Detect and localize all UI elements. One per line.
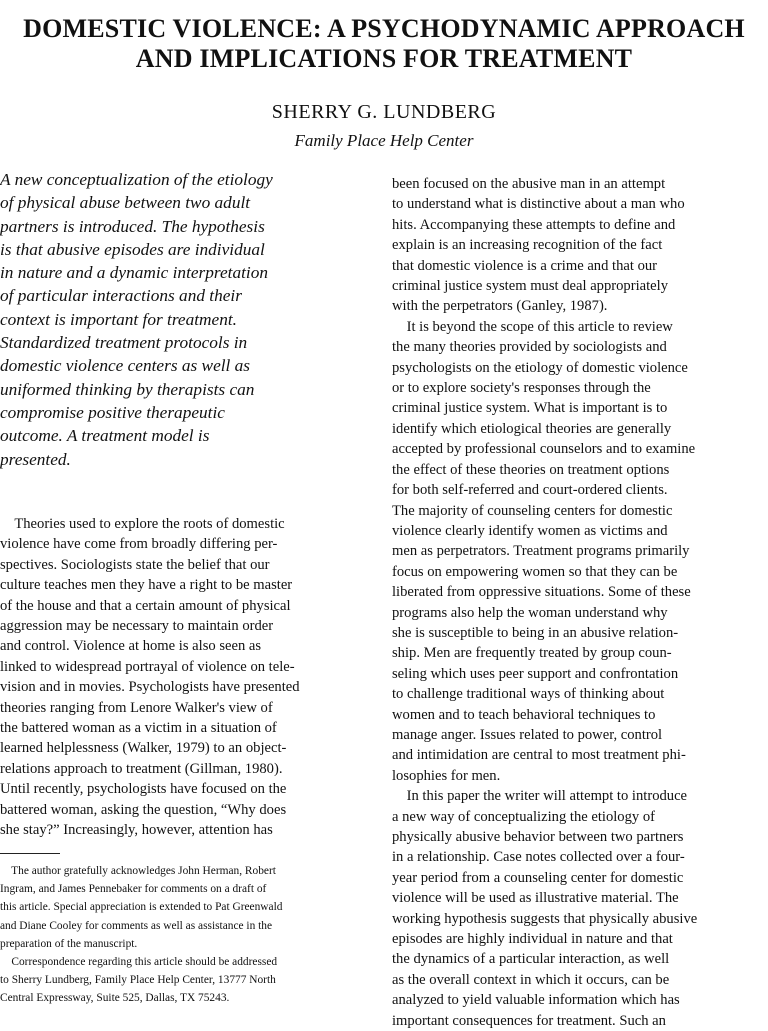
- body-text-line: liberated from oppressive situations. Some of these: [392, 584, 691, 601]
- abstract-line: is that abusive episodes are individual: [0, 239, 265, 259]
- body-text-line: a new way of conceptualizing the etiology of: [392, 808, 656, 825]
- body-text-line: working hypothesis suggests that physically abusive: [392, 910, 698, 927]
- body-text-line: violence clearly identify women as victims and: [392, 522, 668, 539]
- body-text-line: she is susceptible to being in an abusive relation-: [392, 624, 679, 641]
- body-text-line: focus on empowering women so that they can be: [392, 563, 678, 580]
- body-text-line: Until recently, psychologists have focused on the: [0, 781, 287, 798]
- footnote-divider: [0, 853, 60, 854]
- article-title-line-1: DOMESTIC VIOLENCE: A PSYCHODYNAMIC APPROACH: [23, 14, 745, 43]
- left-column: [0, 168, 372, 471]
- body-text-line: of the house and that a certain amount of physical: [0, 597, 291, 614]
- abstract-line: uniformed thinking by therapists can: [0, 379, 255, 399]
- abstract-line: of particular interactions and their: [0, 286, 242, 306]
- body-text-line: relations approach to treatment (Gillman, 1980).: [0, 760, 283, 777]
- body-text-line: been focused on the abusive man in an attempt: [392, 176, 666, 192]
- body-text-line: year period from a counseling center for domestic: [392, 869, 684, 886]
- body-text-line: to challenge traditional ways of thinking about: [392, 686, 665, 703]
- abstract-line: compromise positive therapeutic: [0, 402, 225, 422]
- body-text-line: men as perpetrators. Treatment programs primarily: [392, 543, 690, 560]
- body-text-line: important consequences for treatment. Such an: [392, 1012, 666, 1029]
- body-text-line: violence will be used as illustrative material. The: [392, 890, 679, 907]
- body-text-line: episodes are highly individual in nature and that: [392, 931, 673, 948]
- body-text-line: the battered woman as a victim in a situation of: [0, 720, 277, 737]
- body-text-line: violence have come from broadly differing per-: [0, 536, 278, 553]
- left-body-text: [0, 514, 364, 841]
- body-text-line: as the overall context in which it occurs, can be: [392, 971, 670, 988]
- body-text-line: programs also help the woman understand why: [392, 604, 668, 621]
- body-text-line: criminal justice system. What is important is to: [392, 400, 668, 417]
- author-affiliation: Family Place Help Center: [294, 131, 474, 150]
- body-text-line: battered woman, asking the question, “Why does: [0, 801, 287, 818]
- footnote-line: preparation of the manuscript.: [0, 937, 138, 950]
- body-text-line: identify which etiological theories are generally: [392, 420, 672, 437]
- body-text-line: that domestic violence is a crime and that our: [392, 257, 658, 274]
- body-text-line: aggression may be necessary to maintain order: [0, 618, 274, 635]
- right-column-text: [392, 174, 764, 1031]
- footnote-line: Correspondence regarding this article should be addressed: [0, 956, 278, 969]
- body-text-line: accepted by professional counselors and to examine: [392, 441, 696, 458]
- footnotes: [0, 862, 364, 1008]
- footnote-line: Central Expressway, Suite 525, Dallas, TX 75243.: [0, 992, 230, 1005]
- body-text-line: analyzed to yield valuable information which has: [392, 992, 680, 1009]
- body-text-line: losophies for men.: [392, 767, 501, 784]
- body-text-line: and intimidation are central to most treatment phi-: [392, 747, 686, 764]
- body-text-line: in a relationship. Case notes collected over a four-: [392, 849, 685, 866]
- body-text-line: seling which uses peer support and confrontation: [392, 665, 679, 682]
- body-text-line: spectives. Sociologists state the belief that our: [0, 556, 270, 573]
- body-text-line: to understand what is distinctive about a man who: [392, 196, 685, 213]
- body-text-line: The majority of counseling centers for domestic: [392, 502, 673, 519]
- footnote-line: to Sherry Lundberg, Family Place Help Center, 13777 North: [0, 974, 276, 987]
- body-text-line: the effect of these theories on treatment options: [392, 461, 670, 478]
- abstract-line: presented.: [0, 449, 71, 469]
- abstract: [0, 168, 372, 471]
- footnote-line: The author gratefully acknowledges John Herman, Robert: [0, 865, 276, 877]
- body-text-line: the dynamics of a particular interaction, as well: [392, 951, 670, 968]
- abstract-line: domestic violence centers as well as: [0, 356, 251, 376]
- body-text-line: physically abusive behavior between two partners: [392, 829, 684, 845]
- body-text-line: she stay?” Increasingly, however, attention has: [0, 822, 273, 839]
- article-title-line-2: AND IMPLICATIONS FOR TREATMENT: [135, 44, 633, 73]
- body-text-line: for both self-referred and court-ordered clients.: [392, 482, 668, 499]
- body-text-line: with the perpetrators (Ganley, 1987).: [392, 298, 608, 315]
- body-text-line: In this paper the writer will attempt to introduce: [392, 788, 688, 805]
- body-text-line: learned helplessness (Walker, 1979) to an object-: [0, 740, 287, 757]
- abstract-line: A new conceptualization of the etiology: [0, 170, 273, 189]
- article-title: [0, 14, 768, 74]
- abstract-line: in nature and a dynamic interpretation: [0, 263, 268, 283]
- abstract-line: of physical abuse between two adult: [0, 193, 251, 213]
- body-text-line: and control. Violence at home is also seen as: [0, 638, 262, 655]
- body-text-line: the many theories provided by sociologists and: [392, 339, 667, 356]
- footnote-line: and Diane Cooley for comments as well as assistance in the: [0, 919, 273, 932]
- body-text-line: women and to teach behavioral techniques to: [392, 706, 656, 723]
- abstract-line: partners is introduced. The hypothesis: [0, 216, 265, 236]
- body-text-line: hits. Accompanying these attempts to define and: [392, 216, 676, 233]
- footnote-line: Ingram, and James Pennebaker for comments on a draft of: [0, 883, 267, 896]
- body-text-line: ship. Men are frequently treated by group coun-: [392, 645, 672, 662]
- footnote-line: this article. Special appreciation is extended to Pat Greenwald: [0, 901, 283, 914]
- body-text-line: psychologists on the etiology of domestic violence: [392, 359, 688, 376]
- abstract-line: Standardized treatment protocols in: [0, 333, 248, 353]
- author-name: SHERRY G. LUNDBERG: [271, 101, 497, 123]
- body-text-line: manage anger. Issues related to power, control: [392, 726, 663, 743]
- body-text-line: theories ranging from Lenore Walker's view of: [0, 699, 273, 716]
- body-text-line: linked to widespread portrayal of violence on tele-: [0, 658, 295, 675]
- body-text-line: explain is an increasing recognition of the fact: [392, 237, 663, 254]
- body-text-line: vision and in movies. Psychologists have presented: [0, 679, 300, 696]
- abstract-line: outcome. A treatment model is: [0, 426, 210, 446]
- body-text-line: or to explore society's responses through the: [392, 380, 651, 397]
- body-text-line: It is beyond the scope of this article to review: [392, 318, 673, 335]
- body-text-line: culture teaches men they have a right to be master: [0, 577, 293, 594]
- abstract-line: context is important for treatment.: [0, 309, 237, 329]
- body-text-line: Theories used to explore the roots of domestic: [0, 516, 285, 532]
- body-text-line: criminal justice system must deal appropriately: [392, 278, 668, 295]
